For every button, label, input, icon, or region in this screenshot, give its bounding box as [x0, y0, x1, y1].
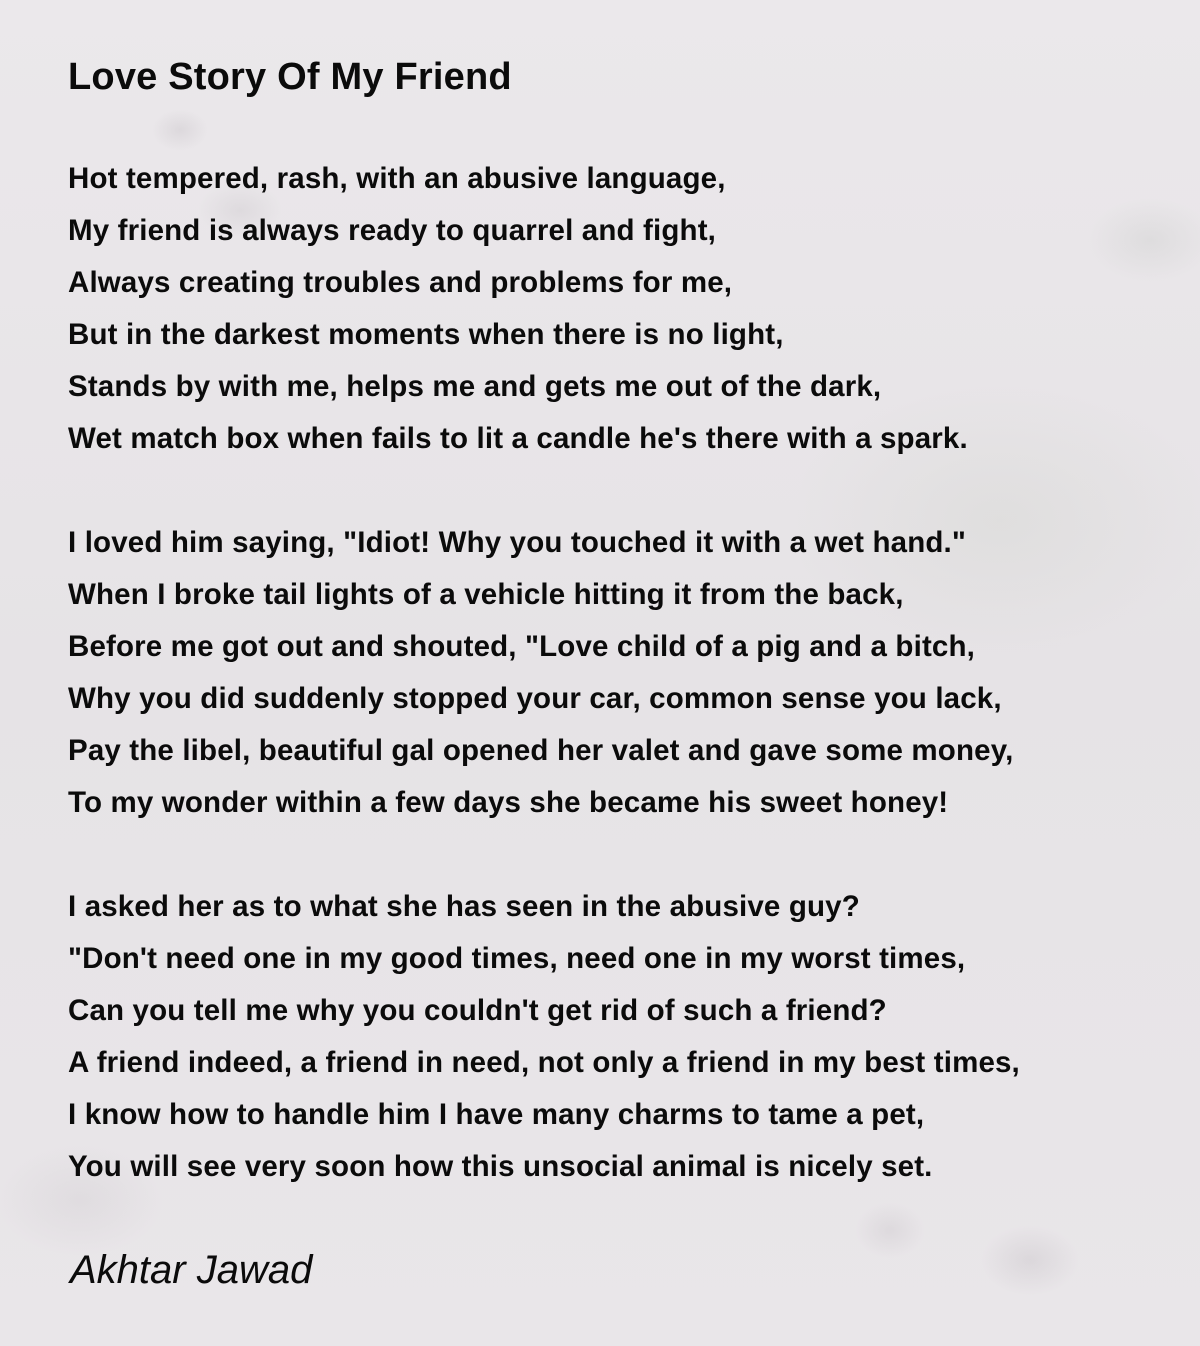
stanza-2: [68, 517, 1178, 829]
poem-line: To my wonder within a few days she became his sweet honey!: [68, 786, 949, 819]
poem-line: Hot tempered, rash, with an abusive language,: [68, 162, 726, 195]
poem-line: Before me got out and shouted, "Love child of a pig and a bitch,: [68, 630, 975, 663]
poem-line: But in the darkest moments when there is no light,: [68, 318, 784, 351]
poem-line: You will see very soon how this unsocial animal is nicely set.: [68, 1150, 933, 1183]
poem-line: My friend is always ready to quarrel and fight,: [68, 214, 717, 247]
poem-body: [68, 153, 1178, 1245]
poem-line: I asked her as to what she has seen in the abusive guy?: [68, 890, 860, 923]
poem-line: I loved him saying, "Idiot! Why you touched it with a wet hand.": [68, 526, 967, 559]
stanza-3: [68, 881, 1178, 1193]
poem-line: Stands by with me, helps me and gets me out of the dark,: [68, 370, 882, 403]
poem-line: Wet match box when fails to lit a candle he's there with a spark.: [68, 422, 968, 455]
poem-line: Always creating troubles and problems for me,: [68, 266, 733, 299]
stanza-1: [68, 153, 1178, 465]
poem-line: Pay the libel, beautiful gal opened her valet and gave some money,: [68, 734, 1014, 767]
poem-line: Why you did suddenly stopped your car, common sense you lack,: [68, 682, 1002, 715]
poem-line: A friend indeed, a friend in need, not only a friend in my best times,: [68, 1046, 1020, 1079]
poem-line: Can you tell me why you couldn't get rid of such a friend?: [68, 994, 887, 1027]
poem-line: When I broke tail lights of a vehicle hitting it from the back,: [68, 578, 904, 611]
poem-author: Akhtar Jawad: [70, 1248, 313, 1292]
poem-title: Love Story Of My Friend: [68, 56, 512, 98]
poem-line: I know how to handle him I have many charms to tame a pet,: [68, 1098, 925, 1131]
poem-line: "Don't need one in my good times, need one in my worst times,: [68, 942, 966, 975]
